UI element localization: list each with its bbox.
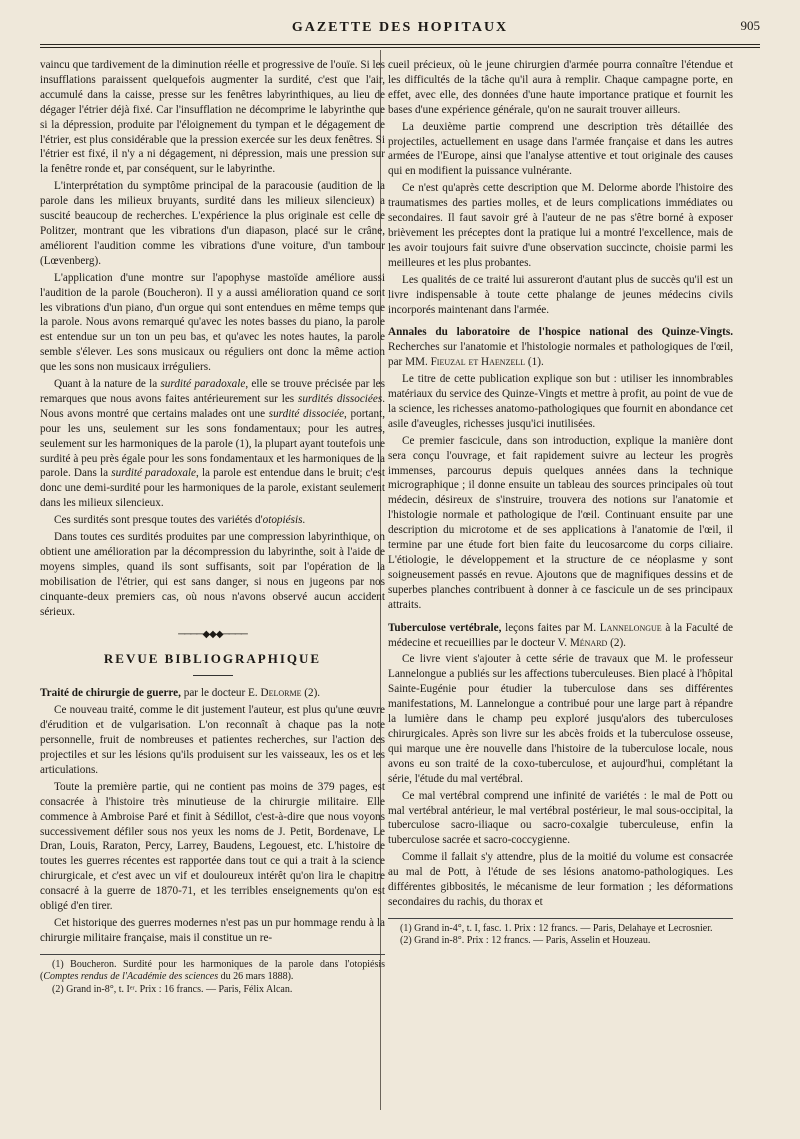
paragraph: Ce n'est qu'après cette description que M. Delorme aborde l'histoire des traumatismes des parties molles, et de leurs complications immédiates ou secondaires. Il faut savoir gré à l'auteur de ne pas s'être borné à exposer brièvement les préceptes dont la pratique lui a montré l'excellence, mais de les avoir toujours fait suivre d'une observation succincte, choisie parmi les meilleures et les plus probantes.: [388, 182, 733, 269]
paragraph: Comme il fallait s'y attendre, plus de la moitié du volume est consacrée au mal de Pott, à l'étude de ses lésions anatomo-pathologiques. Les différentes gibbosités, le mécanisme de leur formation ; les déformations secondaires du rachis, du thorax et: [388, 851, 733, 908]
text-run: par le docteur E.: [180, 687, 261, 700]
paragraph: Les qualités de ce traité lui assureront d'autant plus de succès qu'il est un livre indispensable à toute cette phalange de jeunes médecins civils incorporés maintenant dans l'armée.: [388, 273, 733, 316]
paragraph: Toute la première partie, qui ne contient pas moins de 379 pages, est consacrée à l'histoire très minutieuse de la chirurgie militaire. Elle commence à Ambroise Paré et finit à Sédillot, c'est-à-dire que nous voyons successivement défiler sous nos yeux les noms de J. Petit, Bordenave, Le Dran, Louis, Raraton, Percy, Larrey, Baudens, Legouest, etc. L'histoire de toutes les guerres récentes est rapportée dans tout ce qui a trait à la science chirurgicale, et c'est avec un vif et douloureux intérêt qu'on lira le chapitre consacré à la guerre de 1870-71, et les terribles enseignements qu'on est obligé d'en tirer.: [40, 780, 385, 913]
paragraph: [40, 513, 385, 528]
text-run: Ces surdités sont presque toutes des variétés d': [54, 514, 263, 527]
text-run: .: [302, 514, 306, 527]
left-column: [40, 58, 385, 996]
paragraph: L'interprétation du symptôme principal de la paracousie (audition de la parole dans les milieux bruyants, surdité dans les milieux silencieux) a suscité beaucoup de recherches. L'expérience la plus originale est celle de Politzer, montrant que les vibrations d'un diapason, placé sur le crâne, améliorent l'audition comme les vibrations d'une voiture, d'un tambour (Lœvenberg).: [40, 180, 385, 267]
italic-term: surdité paradoxale: [160, 378, 246, 391]
author-name: Fieuzal et Haenzell: [430, 356, 526, 369]
book-title: Traité de chirurgie de guerre,: [40, 687, 181, 700]
footnote: (1) Grand in-4°, t. I, fasc. 1. Prix : 12 francs. — Paris, Delahaye et Lecrosnier.: [400, 922, 713, 934]
text-run: (2).: [607, 636, 626, 649]
footnotes: [40, 954, 385, 997]
book-review-heading: [388, 621, 733, 651]
journal-title: GAZETTE DES HOPITAUX: [291, 20, 509, 35]
paragraph: La deuxième partie comprend une description très détaillée des projectiles, actuellement en usage dans l'armée française et dans les autres armées de l'Europe, ainsi que l'analyse attentive et tout originale des causes qui en modifient la puissance vulnérante.: [388, 120, 733, 178]
footnote: (2) Grand in-8°. Prix : 12 francs. — Paris, Asselin et Houzeau.: [400, 935, 651, 947]
book-review-heading: [40, 686, 385, 701]
paragraph: vaincu que tardivement de la diminution réelle et progressive de l'ouïe. Si les insufflations paraissent quelquefois augmenter la surdité, c'est que l'air, accumulé dans la caisse, presse sur les fenêtres labyrinthiques, au lieu de dégager l'étrier déjà fixé. Car l'insufflation ne décomprime le labyrinthe que si la dépression, produite par l'éloignement du tympan et le dégagement de l'étrier, est plus considérable que la pression exercée sur les deux fenêtres. Si l'étrier est fixé, il n'y a ni dégagement, ni dépression, mais une pression sur la fenêtre ronde et, par conséquent, sur le labyrinthe.: [40, 59, 385, 176]
text-run: Recherches sur l'anatomie et l'histologie normales et pathologiques de l'œil, par MM.: [388, 341, 733, 369]
paragraph: L'application d'une montre sur l'apophyse mastoïde améliore aussi l'audition de la parole (Boucheron). Il y a aussi amélioration quand ce sont les vibrations d'un piano, d'un orgue qui sont entendues en même temps que la parole. Nous avons remarqué qu'avec les notes basses du piano, la parole est entendue sur un ton un peu bas, et qu'avec les notes hautes, la parole semble s'élever. Les sons musicaux ou réguliers ont donc la même action que les sons non musicaux irréguliers.: [40, 271, 385, 374]
text-run: . Nous avons montré que certains malades ont une: [40, 392, 385, 420]
paragraph: Cet historique des guerres modernes n'est pas un pur hommage rendu à la chirurgie militaire française, mais il constitue un re-: [40, 916, 385, 944]
author-name: Delorme: [260, 687, 302, 700]
text-run: du 26 mars 1888).: [218, 971, 294, 983]
right-column: [388, 58, 733, 948]
text-run: , portant, pour les uns, seulement sur les sons fondamentaux; pour les autres, seulement sur les harmoniques de la parole (1), la plupart ayant toutefois une surdité à peu près égale pour les sons fondamentaux et les harmoniques de la parole. Dans la: [40, 407, 385, 480]
paragraph: Dans toutes ces surdités produites par une compression labyrinthique, on obtient une amélioration par la décompression du labyrinthe, soit à l'aide de moyens simples, quand ils sont suffisants, soit par l'opération de la mobilisation de l'étrier, qui est sans danger, si nous en jugeons par nos cinquante-deux premiers cas, où nous n'avons observé aucun accident sérieux.: [40, 531, 385, 618]
paragraph: Ce premier fascicule, dans son introduction, explique la manière dont sera conçu l'ouvrage, et fait rapidement suivre au lecteur les progrès immenses, parcourus depuis quelques années dans la technique micrographique ; il donne ensuite un tableau des sources principales où tout médecin, désireux de s'instruire, trouvera des notions sur l'anatomie et l'histologie normale et pathologique de l'œil. Continuant ensuite par une description du microtome et de ses applications à l'anatomie de l'œil, il termine par une étude fort bien faite du leucosarcome du corps ciliaire. L'étiologie, le développement et la structure de ce néoplasme y sont soigneusement passés en revue. Ajoutons que de magnifiques dessins et de superbes planches contribuent à donner à ce fascicule un de ses principaux attraits.: [388, 434, 733, 611]
header-rule-double: [40, 47, 760, 48]
italic-term: surdité dissociée: [268, 407, 345, 420]
text-run: à la Faculté de médecine et recueillies par le docteur: [388, 621, 733, 649]
text-run: Quant à la nature de la: [54, 378, 161, 391]
paragraph: Ce livre vient s'ajouter à cette série de travaux que M. le professeur Lannelongue a publiés sur les affections tuberculeuses. Bien placé à l'hôpital Sainte-Eugénie pour étudier la tuberculose dans ses différentes manifestations, M. Lannelongue a contribué pour une large part à répandre la lumière dans le champ peu exploré jusqu'alors des tuberculoses chirurgicales. Après son livre sur les abcès froids et la tuberculose osseuse, qui marque une ère nouvelle dans l'histoire de la tuberculose locale, nous avons eu son traité de la coxo-tuberculose, et aujourd'hui, complétant la série, l'étude du mal vertébral.: [388, 653, 733, 785]
text-run: , la parole est entendue dans le bruit; c'est donc une demi-surdité pour les harmoniques de la parole, existant seulement dans les milieux silencieux.: [40, 467, 385, 510]
paragraph: Ce nouveau traité, comme le dit justement l'auteur, est plus qu'une œuvre d'érudition et de vulgarisation. L'on reconnaît à chaque pas la note personnelle, fruit de nombreuses et patientes recherches, sur l'action des projectiles et sur les lésions qu'ils produisent sur les vaisseaux, les os et les articulations.: [40, 704, 385, 776]
book-title: Annales du laboratoire de l'hospice national des Quinze-Vingts.: [388, 326, 733, 339]
text-run: , elle se trouve précisée par les remarques que nous avons faites antérieurement sur les: [40, 378, 386, 405]
header-rule: [40, 44, 760, 45]
paragraph: [40, 377, 385, 511]
text-run: (1) Boucheron. Surdité pour les harmoniques de la parole dans l'otopiésis (: [40, 958, 385, 983]
italic-term: surdité paradoxale: [111, 467, 197, 480]
ornament-divider: ────◆◆◆────: [178, 628, 247, 640]
footnote: (2) Grand in-8°, t. Iᵉʳ. Prix : 16 francs. — Paris, Félix Alcan.: [52, 983, 293, 995]
section-rule: [193, 675, 233, 676]
italic-term: otopiésis: [262, 514, 303, 527]
author-name: Lannelongue: [599, 621, 662, 634]
italic-term: Comptes rendus de l'Académie des sciences: [43, 971, 219, 983]
author-name: V. Ménard: [557, 636, 608, 649]
section-title: REVUE BIBLIOGRAPHIQUE: [103, 651, 322, 667]
footnote: [40, 959, 385, 984]
text-run: leçons faites par M.: [501, 621, 600, 634]
footnotes: [388, 918, 733, 948]
italic-term: surdités dissociées: [297, 392, 383, 405]
text-run: (1).: [525, 356, 544, 369]
paragraph: Ce mal vertébral comprend une infinité de variétés : le mal de Pott ou mal vertébral antérieur, le mal vertébral postérieur, le mal sous-occipital, la tuberculose sacro-iliaque ou sacro-coxalgie tuberculeuse, enfin la tuberculose sacrée et sacro-coccygienne.: [388, 789, 733, 847]
page-number: 905: [740, 18, 760, 33]
book-title: Tuberculose vertébrale,: [388, 621, 502, 634]
text-run: (2).: [301, 687, 321, 700]
page-header: [40, 12, 760, 42]
book-review-heading: [388, 325, 733, 370]
paragraph: cueil précieux, où le jeune chirurgien d'armée pourra connaître l'étendue et les difficultés de la tâche qu'il aura à remplir. Chaque campagne porte, en effet, avec elle, des données d'une haute importance pratique et fournit les bases d'une expérience générale, qu'on ne saurait trouver ailleurs.: [388, 59, 733, 116]
paragraph: Le titre de cette publication explique son but : utiliser les innombrables matériaux du service des Quinze-Vingts et mettre à profit, au point de vue de la science, les richesses anatomo-pathologiques que fournit en abondance cet asile d'aveugles, richesses jusqu'ici inutilisées.: [388, 373, 733, 430]
